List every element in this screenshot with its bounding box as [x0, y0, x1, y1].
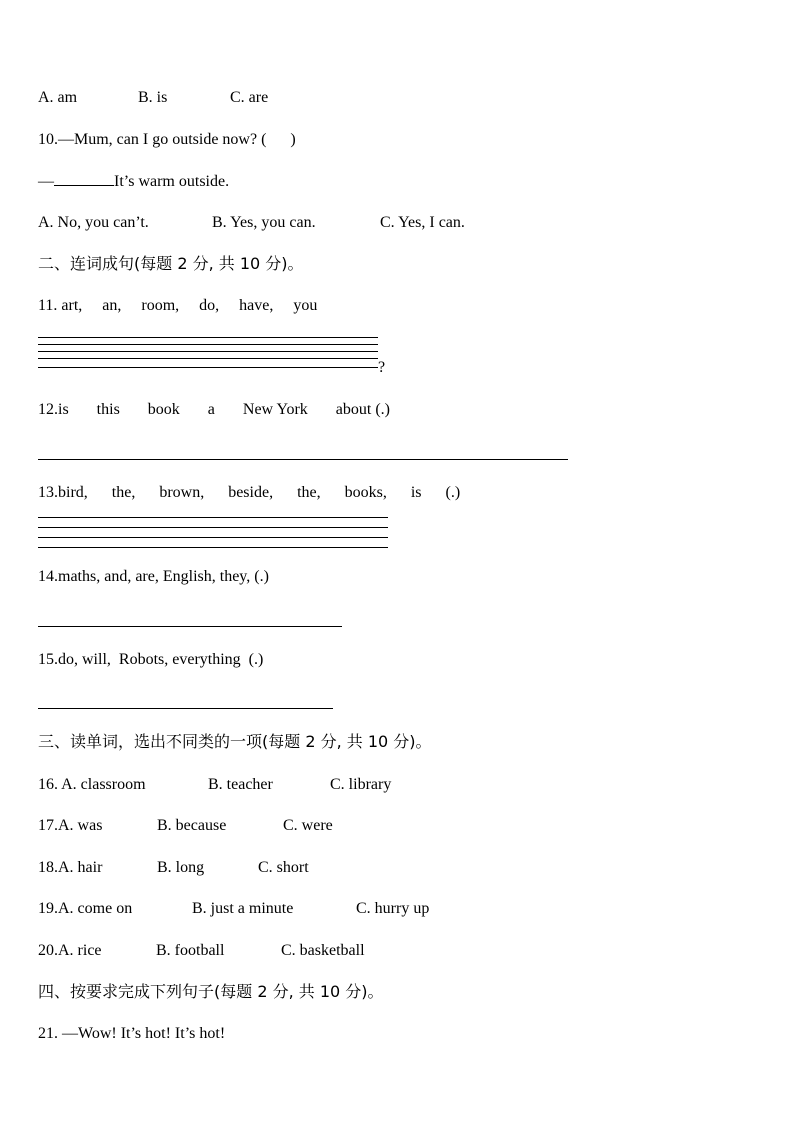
q15-words: 15.do, will, Robots, everything (.) [38, 651, 264, 668]
q12-words: 12.is this book a New York about (.) [38, 401, 390, 418]
q11-answer-rule [38, 358, 378, 359]
q13-answer-rule [38, 547, 388, 548]
q16-option-a: 16. A. classroom [38, 776, 146, 793]
q18-option-a: 18.A. hair [38, 859, 103, 876]
section4-title: 四、按要求完成下列句子(每题 2 分, 共 10 分)。 [38, 982, 384, 1001]
q13-answer-rule [38, 537, 388, 538]
q13-words: 13.bird, the, brown, beside, the, books, is (.) [38, 484, 461, 501]
q11-question-mark: ? [378, 359, 386, 376]
q20-option-a: 20.A. rice [38, 942, 102, 959]
q16-option-c: C. library [330, 776, 392, 793]
q9-option-c: C. are [230, 89, 269, 106]
q19-option-c: C. hurry up [356, 900, 430, 917]
section3-title: 三、读单词，选出不同类的一项(每题 2 分, 共 10 分)。 [38, 732, 432, 751]
q17-option-c: C. were [283, 817, 333, 834]
q20-option-b: B. football [156, 942, 225, 959]
q19-option-b: B. just a minute [192, 900, 294, 917]
q11-answer-rule [38, 351, 378, 352]
q11-answer-rule [38, 337, 378, 338]
q10-answer-line [38, 171, 229, 192]
q17-option-b: B. because [157, 817, 227, 834]
q16-option-b: B. teacher [208, 776, 273, 793]
q10-rest: It’s warm outside. [114, 173, 230, 190]
q10-option-a: A. No, you can’t. [38, 214, 149, 231]
q14-words: 14.maths, and, are, English, they, (.) [38, 568, 269, 585]
q10-blank [54, 171, 114, 186]
q10-stem: 10.—Mum, can I go outside now? ( ) [38, 131, 296, 148]
q12-answer-rule [38, 459, 568, 460]
q18-option-b: B. long [157, 859, 205, 876]
q13-answer-rule [38, 527, 388, 528]
section2-title: 二、连词成句(每题 2 分, 共 10 分)。 [38, 254, 304, 273]
q19-option-a: 19.A. come on [38, 900, 133, 917]
q14-answer-rule [38, 626, 342, 627]
q10-dash: — [38, 173, 54, 190]
q17-option-a: 17.A. was [38, 817, 103, 834]
q10-option-c: C. Yes, I can. [380, 214, 465, 231]
q11-answer-rule [38, 344, 378, 345]
q11-words: 11. art, an, room, do, have, you [38, 297, 318, 314]
q9-option-a: A. am [38, 89, 78, 106]
q20-option-c: C. basketball [281, 942, 365, 959]
q21-text: 21. —Wow! It’s hot! It’s hot! [38, 1025, 226, 1042]
q15-answer-rule [38, 708, 333, 709]
q10-option-b: B. Yes, you can. [212, 214, 316, 231]
q11-answer-rule [38, 367, 378, 368]
q9-option-b: B. is [138, 89, 168, 106]
q18-option-c: C. short [258, 859, 309, 876]
q13-answer-rule [38, 517, 388, 518]
